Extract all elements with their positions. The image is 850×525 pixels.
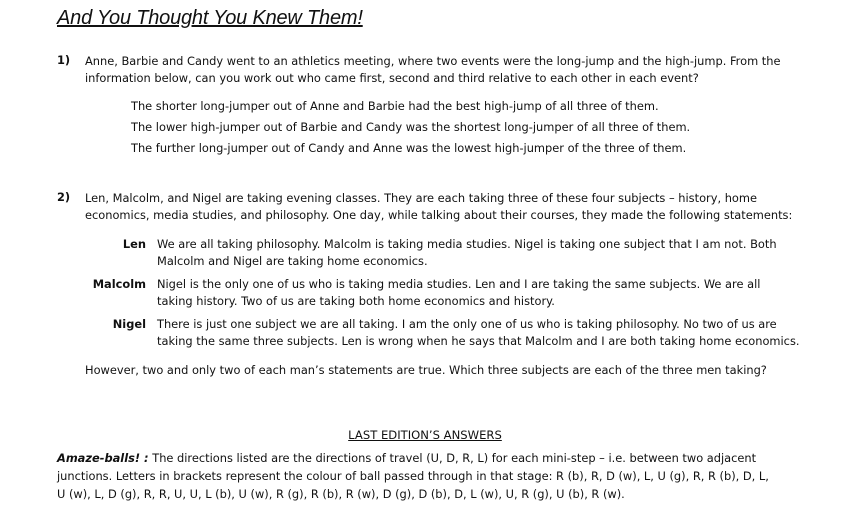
- question-1-line-2: information below, can you work out who came first, second and third relative to each other in each event?: [85, 71, 699, 85]
- question-1-line-1: Anne, Barbie and Candy went to an athletics meeting, where two events were the long-jump and the high-jump. From the: [85, 54, 781, 68]
- clue-3: The further long-jumper out of Candy and Anne was the lowest high-jumper of the three of them.: [131, 141, 687, 155]
- question-2-text: [85, 190, 825, 224]
- clue-2: The lower high-jumper out of Barbie and Candy was the shortest long-jumper of all three of them.: [131, 120, 691, 134]
- question-1-text: [85, 53, 825, 87]
- statement-line: There is just one subject we are all taking. I am the only one of us who is taking philosophy. No two of us are: [157, 317, 777, 331]
- question-2-line-2: economics, media studies, and philosophy. One day, while talking about their courses, they made the following statements:: [85, 208, 793, 222]
- answers-line-1: [57, 449, 807, 467]
- statement-text: [157, 316, 807, 350]
- clue-1: The shorter long-jumper out of Anne and Barbie had the best high-jump of all three of them.: [131, 99, 659, 113]
- speaker-name: Len: [122, 237, 146, 251]
- page-title: And You Thought You Knew Them!: [57, 7, 363, 29]
- statement-line: taking history. Two of us are taking both home economics and history.: [157, 294, 555, 308]
- statement-text: [157, 276, 807, 310]
- statement-line: taking the same three subjects. Len is wrong when he says that Malcolm and I are both taking home economics.: [157, 334, 800, 348]
- speaker-name: Malcolm: [92, 277, 146, 291]
- answers-line-1-text: The directions listed are the directions of travel (U, D, R, L) for each mini-step – i.e. between two adjacent: [148, 451, 757, 465]
- answers-line-3: U (w), L, D (g), R, R, U, U, L (b), U (w), R (g), R (b), R (w), D (g), D (b), D, L (w), U, R (g), U (b), R (w).: [57, 487, 625, 501]
- statement-line: Nigel is the only one of us who is taking media studies. Len and I are taking the same subjects. We are all: [157, 277, 761, 291]
- question-2-line-1: Len, Malcolm, and Nigel are taking evening classes. They are each taking three of these four subjects – history, home: [85, 191, 758, 205]
- statement-line: Malcolm and Nigel are taking home economics.: [157, 254, 428, 268]
- answers-label: Amaze-balls! :: [57, 451, 149, 465]
- answers-body: [57, 449, 807, 503]
- statement-text: [157, 236, 807, 270]
- answers-heading: LAST EDITION’S ANSWERS: [348, 428, 502, 442]
- question-2-number: 2): [57, 190, 71, 204]
- answers-line-2: junctions. Letters in brackets represent the colour of ball passed through in that stage: R (b), R, D (w), L, U (g), R, R (b), D, L,: [57, 469, 769, 483]
- statement-line: We are all taking philosophy. Malcolm is taking media studies. Nigel is taking one subject that I am not. Both: [157, 237, 777, 251]
- question-2-closing: However, two and only two of each man’s statements are true. Which three subjects are each of the three men taking?: [85, 363, 767, 377]
- question-1-number: 1): [57, 53, 71, 67]
- speaker-name: Nigel: [112, 317, 146, 331]
